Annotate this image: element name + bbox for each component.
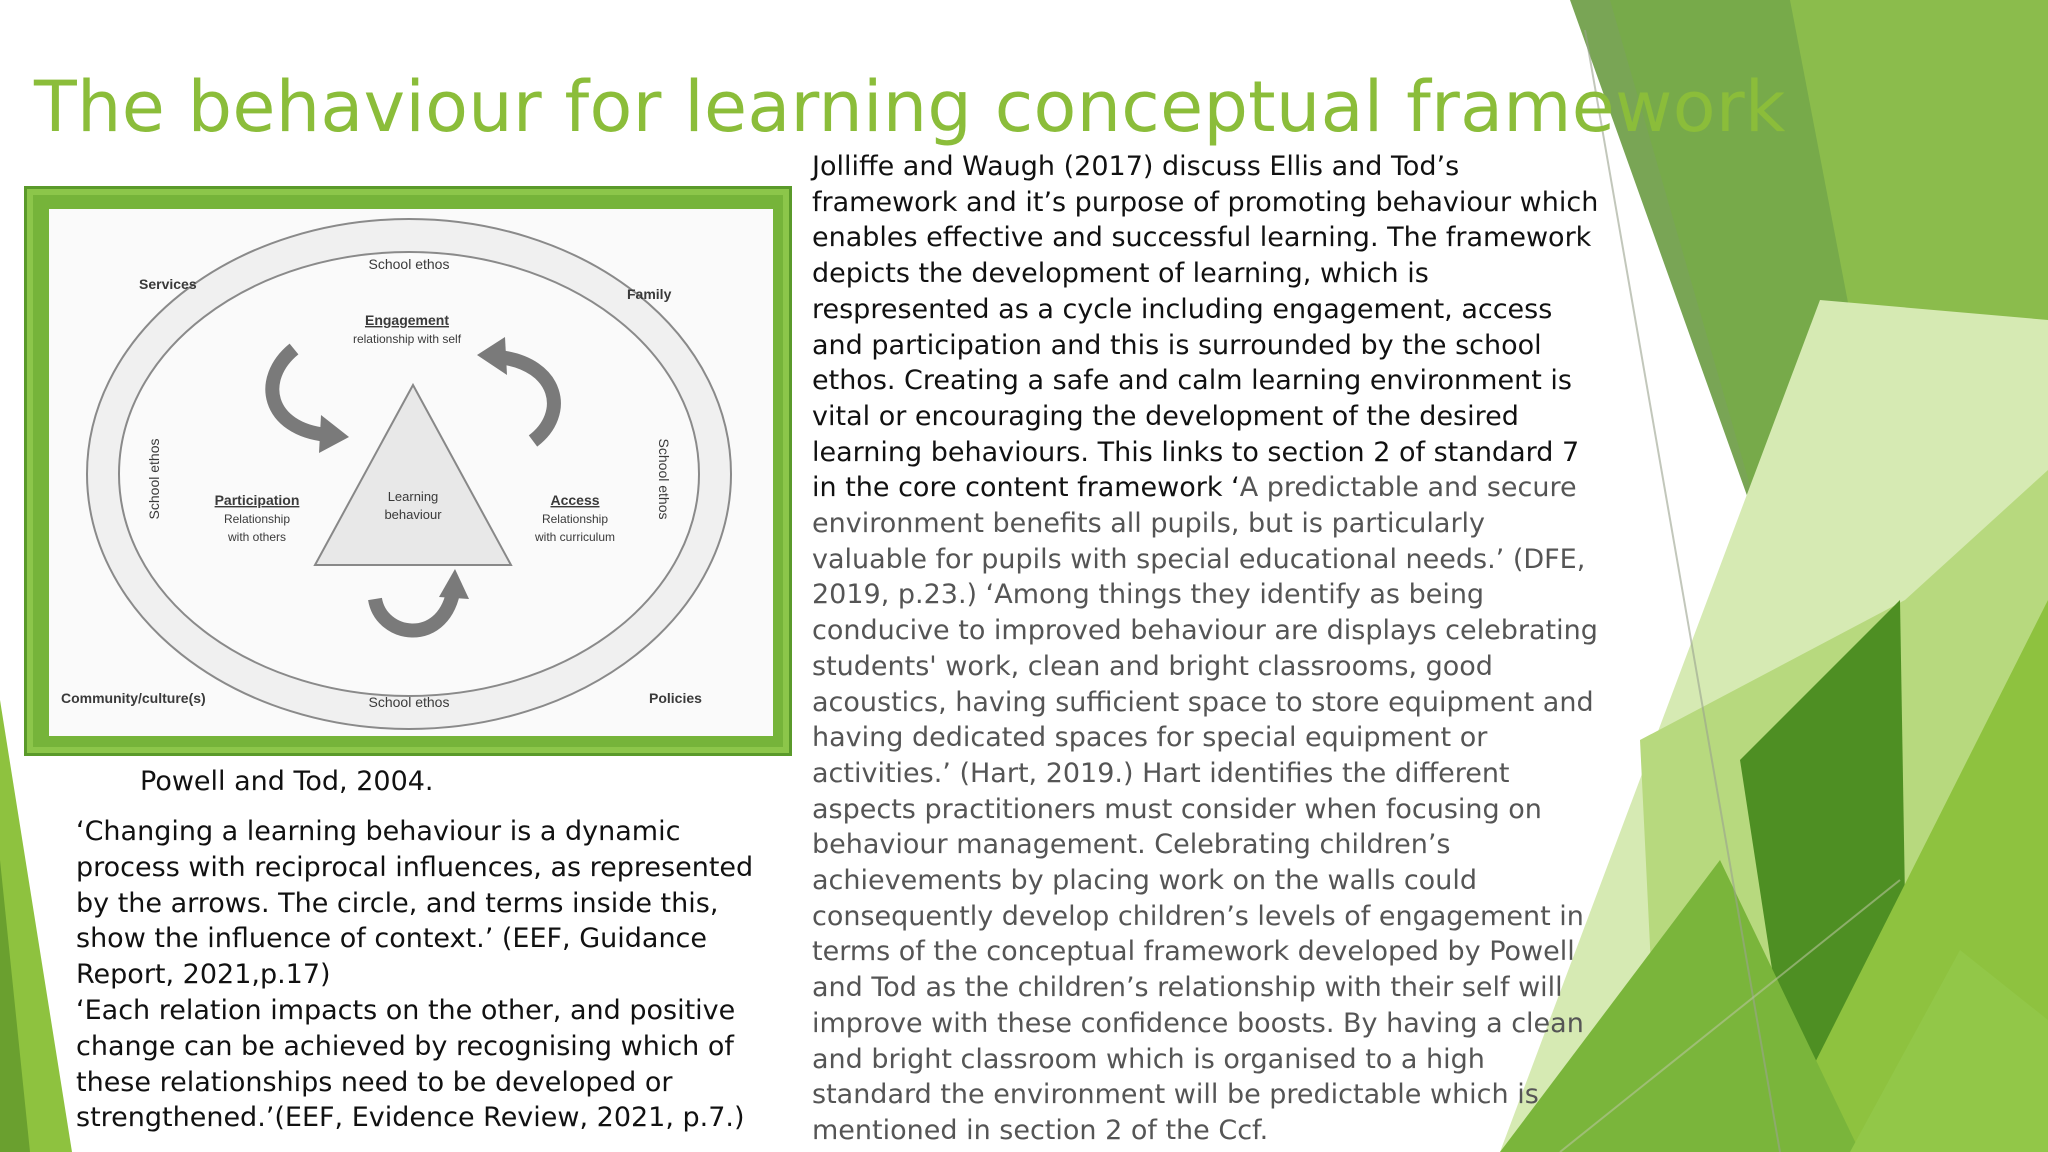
center-label-line2: behaviour xyxy=(384,507,442,522)
engagement-heading: Engagement xyxy=(364,312,450,328)
diagram-caption: Powell and Tod, 2004. xyxy=(140,766,434,797)
framework-diagram-frame xyxy=(24,186,792,756)
ring-label-left: School ethos xyxy=(146,438,162,520)
label-community: Community/culture(s) xyxy=(61,690,206,706)
label-family: Family xyxy=(627,286,672,302)
access-sub2: with curriculum xyxy=(534,530,616,544)
slide-title: The behaviour for learning conceptual framework xyxy=(34,66,1786,148)
quote-eef-evidence: ‘Each relation impacts on the other, and positive change can be achieved by recognising which of these relationships need to be developed or strengthened.’(EEF, Evidence Review, 2021, p.7.) xyxy=(76,994,745,1134)
quote-eef-guidance: ‘Changing a learning behaviour is a dynamic process with reciprocal influences, as represented by the arrows. The circle, and terms inside this, show the influence of context.’ (EEF, Guidance Report, 2021,p.17) xyxy=(76,816,754,991)
label-services: Services xyxy=(139,276,197,292)
participation-sub1: Relationship xyxy=(223,512,291,526)
participation-heading: Participation xyxy=(214,492,300,508)
body-text-grey: A predictable and secure environment benefits all pupils, but is particularly valuable for pupils with special educational needs.’ (DFE, 2019, p.23.) ‘Among things they identify as being conducive to improved behaviour are displays celebrating students' work, clean and bright classrooms, good acoustics, having sufficient space to store equipment and having dedicated spaces for special equipment or activities.’ (Hart, 2019.) Hart identifies the different aspects practitioners must consider when focusing on behaviour management. Celebrating children’s achievements by placing work on the walls could consequently develop children’s levels of engagement in terms of the conceptual framework developed by Powell and Tod as the children’s relationship with their self will improve with these confidence boosts. By having a clean and bright classroom which is organised to a high standard the environment will be predictable which is mentioned in section 2 of the Ccf. xyxy=(812,472,1598,1146)
framework-diagram xyxy=(49,209,773,736)
ring-label-bottom: School ethos xyxy=(368,694,450,710)
ring-label-right: School ethos xyxy=(656,438,672,520)
engagement-sub: relationship with self xyxy=(352,332,462,346)
participation-sub2: with others xyxy=(227,530,287,544)
center-label-line1: Learning xyxy=(387,489,439,504)
access-heading: Access xyxy=(550,492,600,508)
body-text-black: Jolliffe and Waugh (2017) discuss Ellis and Tod’s framework and it’s purpose of promoting behaviour which enables effective and successful learning. The framework depicts the development of learning, which is respresented as a cycle including engagement, access and participation and this is surrounded by the school ethos. Creating a safe and calm learning environment is vital or encouraging the development of the desired learning behaviours. This links to section 2 of standard 7 in the core content framework ‘ xyxy=(812,151,1599,504)
access-sub1: Relationship xyxy=(541,512,609,526)
quotes xyxy=(76,814,776,1136)
body-text xyxy=(812,149,1602,1149)
label-policies: Policies xyxy=(649,690,702,706)
ring-label-top: School ethos xyxy=(368,256,450,272)
